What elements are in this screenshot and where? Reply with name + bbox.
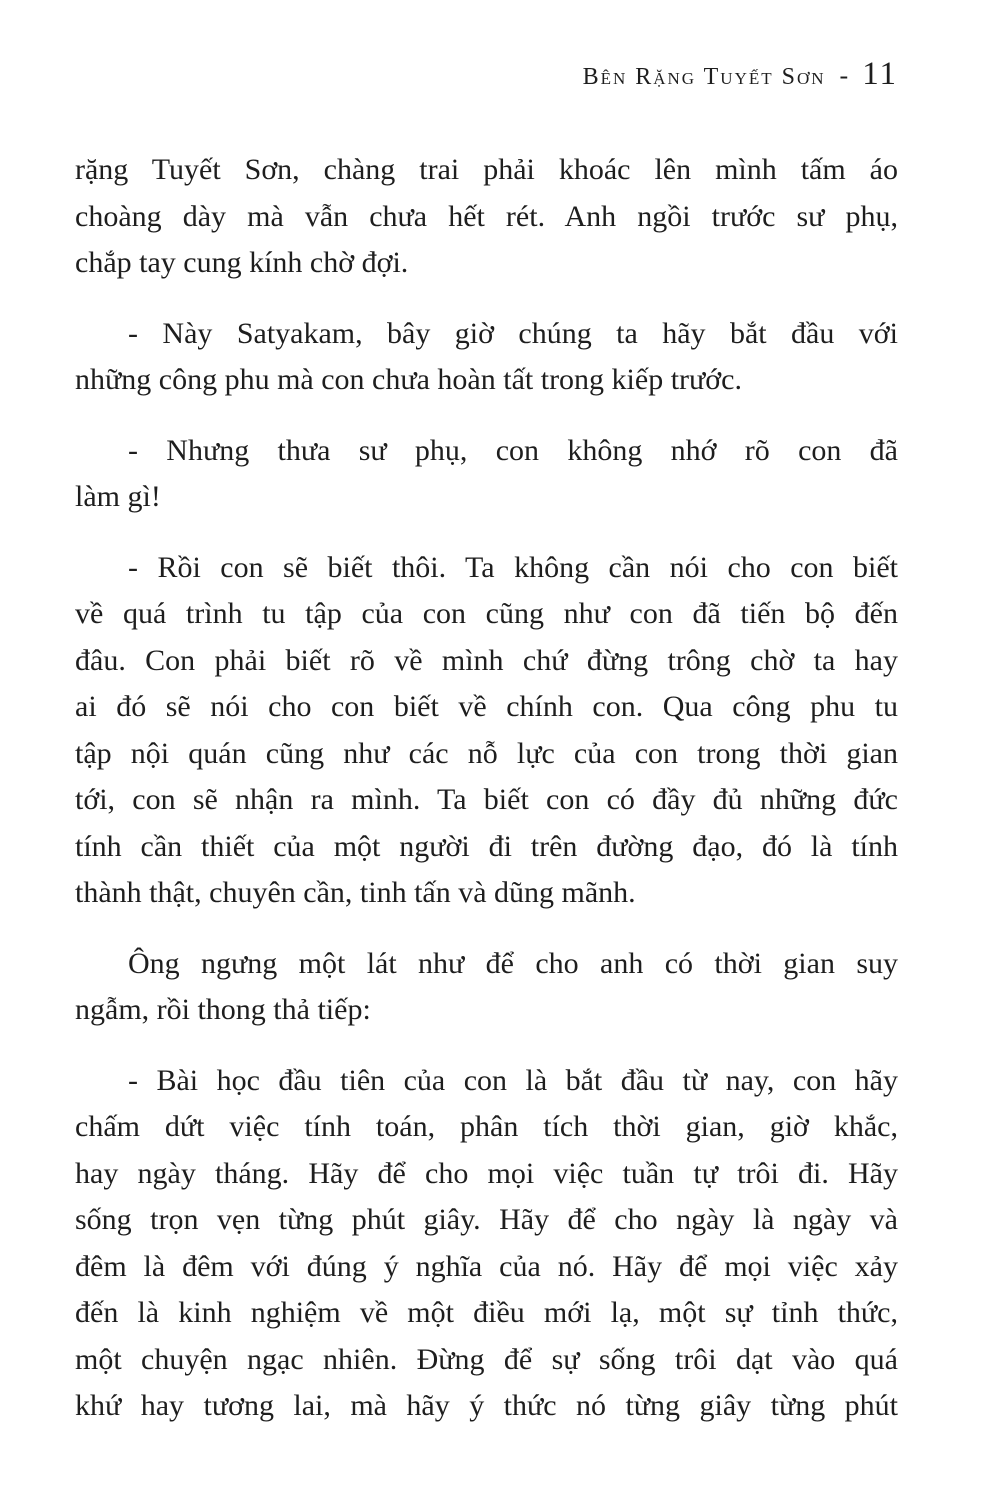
text-line: thành thật, chuyên cần, tinh tấn và dũng mãnh. [75,876,636,909]
text-line: một chuyện ngạc nhiên. Đừng để sự sống trôi dạt vào quá [75,1342,898,1376]
text-line: chắp tay cung kính chờ đợi. [75,246,409,279]
text-line: hay ngày tháng. Hãy để cho mọi việc tuần tự trôi đi. Hãy [75,1156,898,1190]
text-line: ngẫm, rồi thong thả tiếp: [75,993,371,1026]
text-line: đến là kinh nghiệm về một điều mới lạ, một sự tỉnh thức, [75,1296,898,1329]
text-line: - Này Satyakam, bây giờ chúng ta hãy bắt đầu với [128,316,898,350]
header-dash: - [839,61,849,90]
text-line: ai đó sẽ nói cho con biết về chính con. Qua công phu tu [75,690,898,723]
text-line: chấm dứt việc tính toán, phân tích thời gian, giờ khắc, [75,1110,898,1143]
text-line: Ông ngưng một lát như để cho anh có thời gian suy [128,946,898,980]
text-line: về quá trình tu tập của con cũng như con đã tiến bộ đến [75,597,898,630]
text-line: - Nhưng thưa sư phụ, con không nhớ rõ con đã [128,433,898,467]
page-number: 11 [862,56,898,92]
paragraph [75,147,898,287]
text-line: rặng Tuyết Sơn, chàng trai phải khoác lên mình tấm áo [75,153,898,186]
text-line: làm gì! [75,480,161,513]
paragraph [75,941,898,1034]
text-line: choàng dày mà vẫn chưa hết rét. Anh ngồi trước sư phụ, [75,199,898,233]
page-body [75,147,898,1454]
text-line: những công phu mà con chưa hoàn tất trong kiếp trước. [75,363,742,396]
text-line: đâu. Con phải biết rõ về mình chứ đừng trông chờ ta hay [75,643,898,677]
text-line: khứ hay tương lai, mà hãy ý thức nó từng giây từng phút [75,1389,898,1422]
text-line: tập nội quán cũng như các nỗ lực của con trong thời gian [75,736,898,770]
paragraph [75,311,898,404]
paragraph [75,428,898,521]
text-line: sống trọn vẹn từng phút giây. Hãy để cho ngày là ngày và [75,1203,898,1236]
text-line: - Bài học đầu tiên của con là bắt đầu từ nay, con hãy [128,1063,898,1097]
paragraph [75,1058,898,1430]
paragraph [75,545,898,917]
running-header [583,56,898,93]
text-line: đêm là đêm với đúng ý nghĩa của nó. Hãy để mọi việc xảy [75,1249,898,1283]
text-line: - Rồi con sẽ biết thôi. Ta không cần nói cho con biết [128,550,898,584]
text-line: tới, con sẽ nhận ra mình. Ta biết con có đầy đủ những đức [75,783,898,816]
running-title: Bên Rặng Tuyết Sơn [582,64,826,90]
text-line: tính cần thiết của một người đi trên đường đạo, đó là tính [75,829,898,863]
